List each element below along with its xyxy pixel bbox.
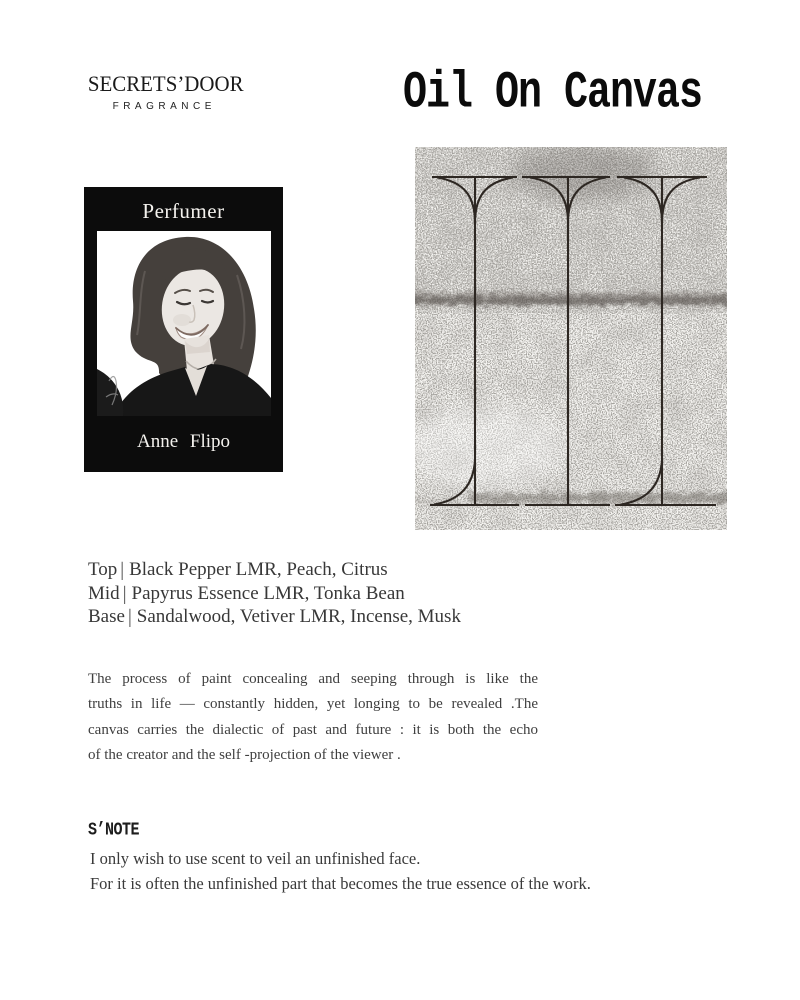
note-separator: | — [120, 558, 125, 581]
perfumer-portrait-illustration — [97, 231, 271, 416]
note-separator: | — [122, 582, 127, 605]
snote-line: I only wish to use scent to veil an unfinished face. — [90, 849, 421, 868]
perfumer-name: Anne Flipo — [136, 431, 231, 452]
note-ingredients: Sandalwood, Vetiver LMR, Incense, Musk — [136, 606, 461, 628]
perfumer-role-label: Perfumer — [142, 199, 225, 223]
page-title: Oil On Canvas — [403, 65, 703, 124]
snote-line: For it is often the unfinished part that becomes the true essence of the work. — [90, 873, 591, 893]
note-row-base — [88, 605, 461, 629]
note-row-top — [88, 558, 461, 582]
description-line: truths in life — constantly hidden, yet longing to be revealed .The — [88, 696, 538, 713]
product-description — [88, 667, 538, 769]
note-row-mid — [88, 582, 461, 606]
note-level: Top — [88, 559, 118, 580]
brand-tagline: FRAGRANCE — [112, 101, 216, 112]
note-ingredients: Black Pepper LMR, Peach, Citrus — [129, 559, 388, 580]
note-level: Base — [88, 606, 125, 628]
perfumer-card — [84, 187, 283, 472]
snote-heading: S’NOTE — [88, 820, 140, 841]
fragrance-notes — [88, 558, 461, 629]
brand-logo — [84, 71, 244, 112]
note-separator: | — [127, 605, 132, 628]
canvas-artwork — [415, 147, 727, 530]
note-level: Mid — [88, 582, 120, 604]
brand-name: SECRETS’DOOR — [87, 71, 244, 96]
snote-body — [90, 847, 591, 896]
perfumer-photo — [97, 231, 271, 416]
description-line: canvas carries the dialectic of past and future : it is both the echo — [88, 721, 538, 738]
roman-numeral-iii-artwork — [415, 147, 727, 530]
note-ingredients: Papyrus Essence LMR, Tonka Bean — [131, 582, 405, 604]
description-line: of the creator and the self -projection of the viewer . — [88, 747, 401, 764]
description-line: The process of paint concealing and seeping through is like the — [88, 671, 538, 687]
